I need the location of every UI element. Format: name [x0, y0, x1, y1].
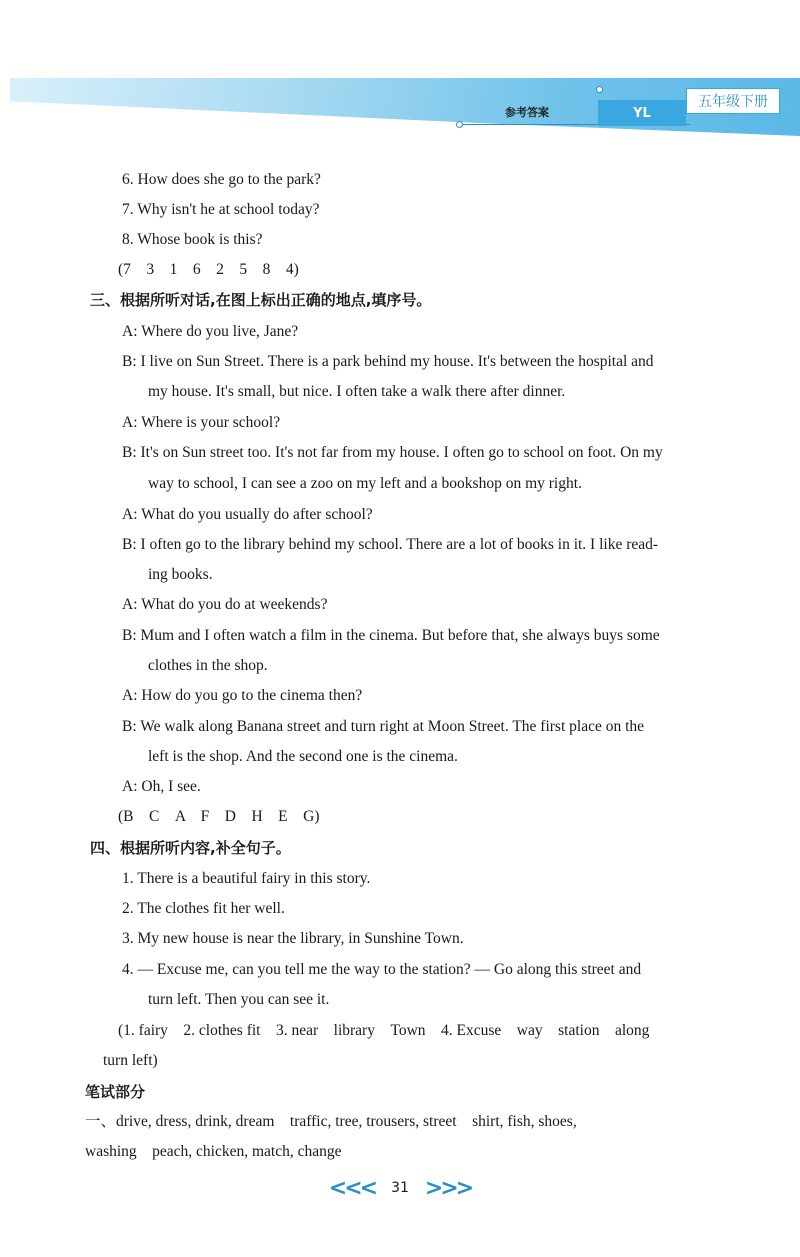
- footer-right-arrows-icon: >>>: [424, 1175, 472, 1201]
- dialogue-line: way to school, I can see a zoo on my left and a bookshop on my right.: [148, 475, 582, 492]
- header-rule-dot-right: [596, 86, 603, 93]
- header-rule-dot-left: [456, 121, 463, 128]
- text-line: 6. How does she go to the park?: [122, 171, 321, 188]
- text-line: 7. Why isn't he at school today?: [122, 201, 320, 218]
- dialogue-line: my house. It's small, but nice. I often take a walk there after dinner.: [148, 383, 566, 400]
- section-heading-written: 笔试部分: [85, 1083, 146, 1101]
- dialogue-line: A: Oh, I see.: [122, 778, 201, 795]
- dialogue-line: ing books.: [148, 566, 213, 583]
- header-code: YL: [598, 100, 686, 126]
- dialogue-line: clothes in the shop.: [148, 657, 268, 674]
- dialogue-line: A: How do you go to the cinema then?: [122, 687, 363, 704]
- dialogue-line: A: What do you usually do after school?: [122, 506, 373, 523]
- dialogue-line: A: Where do you live, Jane?: [122, 323, 299, 340]
- word-list: 一、drive, dress, drink, dream traffic, tree, trousers, street shirt, fish, shoes,: [85, 1113, 577, 1130]
- dialogue-line: A: What do you do at weekends?: [122, 596, 328, 613]
- text-line: 8. Whose book is this?: [122, 231, 263, 248]
- dialogue-line: left is the shop. And the second one is the cinema.: [148, 748, 458, 765]
- page-footer: [0, 1176, 800, 1200]
- page-number: 31: [391, 1180, 409, 1196]
- dialogue-line: B: It's on Sun street too. It's not far from my house. I often go to school on foot. On my: [122, 444, 663, 461]
- answer-key: (B C A F D H E G): [118, 808, 320, 825]
- header-grade: 五年级下册: [686, 88, 780, 114]
- answer-key: (1. fairy 2. clothes fit 3. near library Town 4. Excuse way station along: [118, 1022, 650, 1039]
- dialogue-line: B: I often go to the library behind my school. There are a lot of books in it. I like read-: [122, 536, 659, 553]
- section-heading-4: 四、根据所听内容,补全句子。: [90, 839, 291, 857]
- sentence-line: 1. There is a beautiful fairy in this story.: [122, 870, 371, 887]
- dialogue-line: B: We walk along Banana street and turn right at Moon Street. The first place on the: [122, 718, 645, 735]
- word-list: washing peach, chicken, match, change: [85, 1143, 342, 1160]
- sentence-line: turn left. Then you can see it.: [148, 991, 330, 1008]
- sentence-line: 2. The clothes fit her well.: [122, 900, 285, 917]
- dialogue-line: B: I live on Sun Street. There is a park behind my house. It's between the hospital and: [122, 353, 654, 370]
- answer-key: turn left): [103, 1052, 158, 1069]
- dialogue-line: A: Where is your school?: [122, 414, 281, 431]
- header-title: 参考答案: [505, 106, 549, 119]
- sentence-line: 3. My new house is near the library, in Sunshine Town.: [122, 930, 464, 947]
- answer-key: (7 3 1 6 2 5 8 4): [118, 261, 299, 278]
- section-heading-3: 三、根据所听对话,在图上标出正确的地点,填序号。: [90, 291, 432, 309]
- sentence-line: 4. — Excuse me, can you tell me the way to the station? — Go along this street and: [122, 961, 642, 978]
- footer-left-arrows-icon: <<<: [328, 1175, 376, 1201]
- dialogue-line: B: Mum and I often watch a film in the cinema. But before that, she always buys some: [122, 627, 660, 644]
